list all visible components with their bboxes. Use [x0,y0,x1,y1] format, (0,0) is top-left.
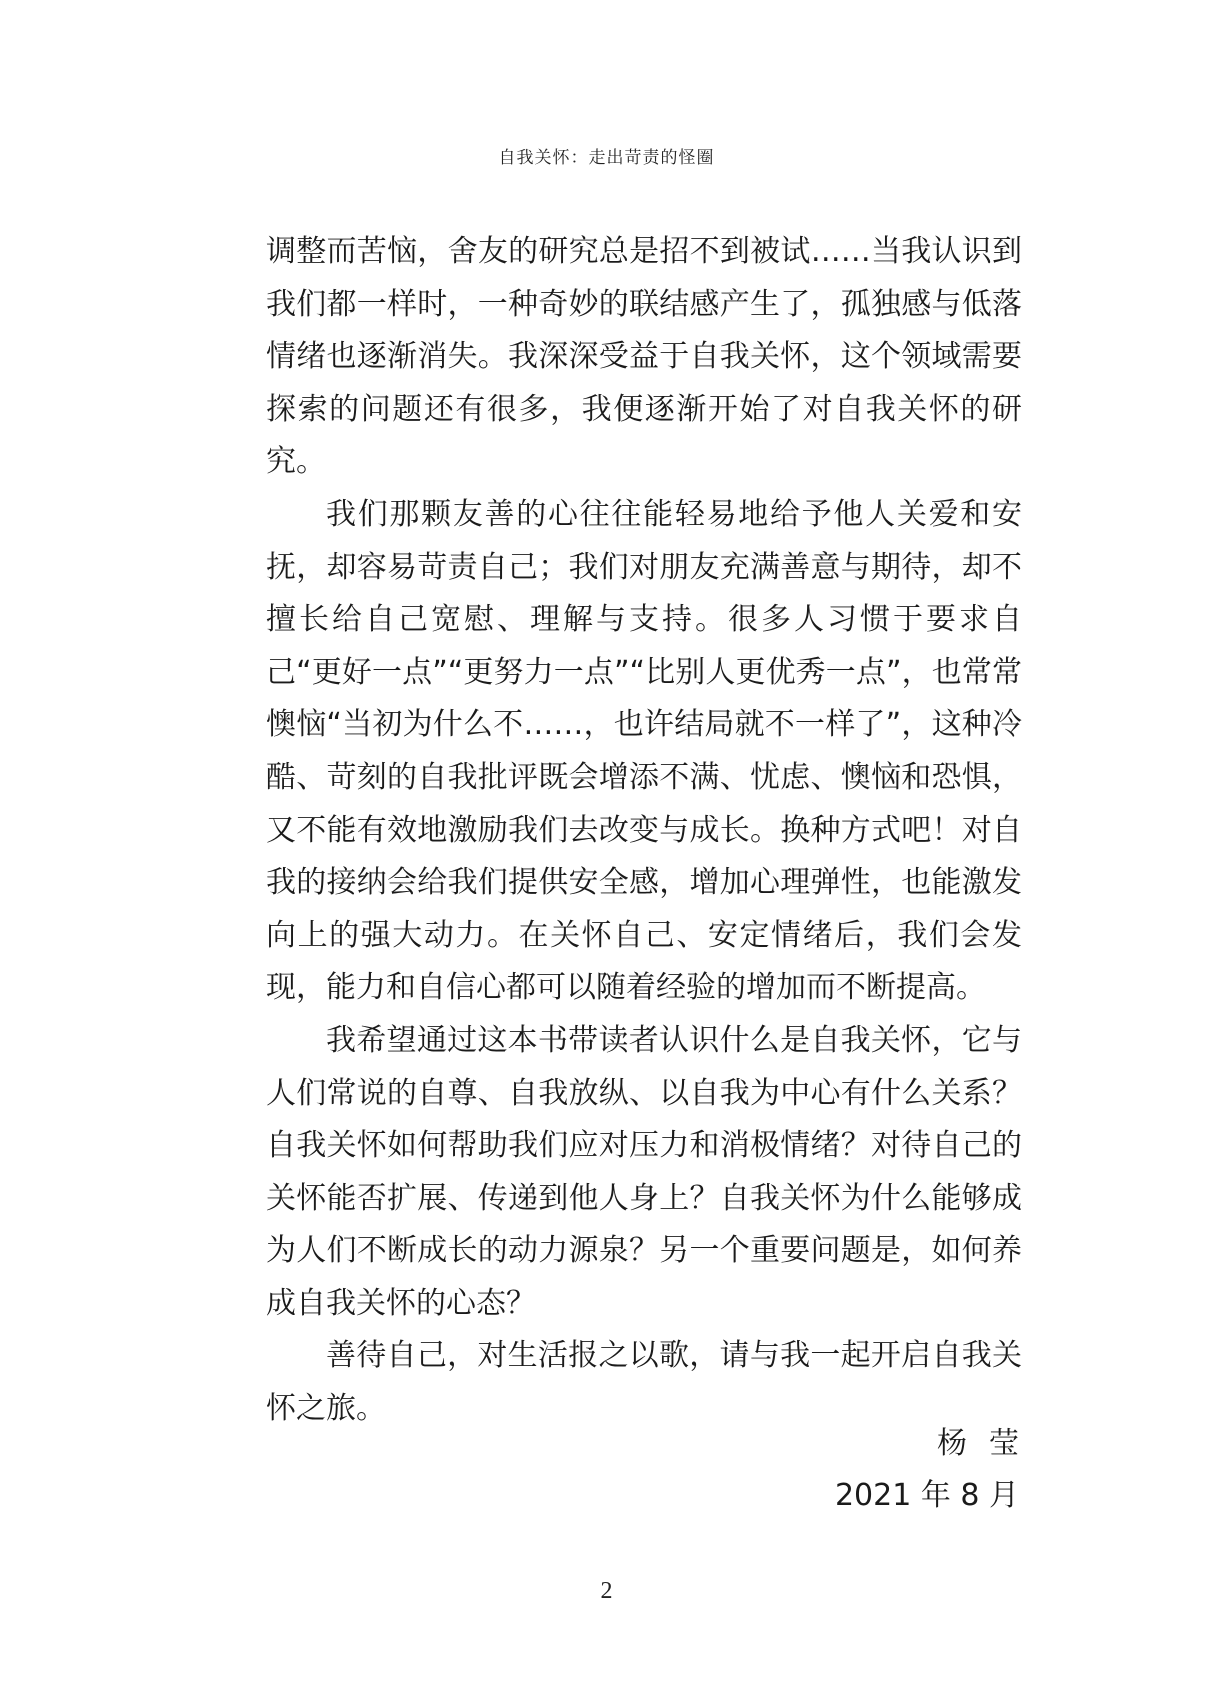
paragraph: 善待自己，对生活报之以歌，请与我一起开启自我关怀之旅。 [266,1338,1022,1427]
paragraph-continued: 调整而苦恼，舍友的研究总是招不到被试……当我认识到我们都一样时，一种奇妙的联结感产生了，孤独感与低落情绪也逐渐消失。我深深受益于自我关怀，这个领域需要探索的问题还有很多，我便逐渐开始了对自我关怀的研究。 [266,234,1022,480]
paragraph: 我希望通过这本书带读者认识什么是自我关怀，它与人们常说的自尊、自我放纵、以自我为中心有什么关系？自我关怀如何帮助我们应对压力和消极情绪？对待自己的关怀能否扩展、传递到他人身上？自我关怀为什么能够成为人们不断成长的动力源泉？另一个重要问题是，如何养成自我关怀的心态？ [266,1022,1022,1321]
signature-date: 2021 年 8 月 [834,1478,1019,1513]
paragraph: 我们那颗友善的心往往能轻易地给予他人关爱和安抚，却容易苛责自己；我们对朋友充满善意与期待，却不擅长给自己宽慰、理解与支持。很多人习惯于要求自己“更好一点”“更努力一点”“比别人更优秀一点”，也常常懊恼“当初为什么不……，也许结局就不一样了”，这种冷酷、苛刻的自我批评既会增添不满、忧虑、懊恼和恐惧，又不能有效地激励我们去改变与成长。换种方式吧！对自我的接纳会给我们提供安全感，增加心理弹性，也能激发向上的强大动力。在关怀自己、安定情绪后，我们会发现，能力和自信心都可以随着经验的增加而不断提高。 [266,496,1022,1006]
body-text [266,226,1022,1436]
page-number: 2 [600,1578,613,1604]
running-header: 自我关怀：走出苛责的怪圈 [498,148,715,168]
author-signature: 杨莹 [937,1426,1041,1461]
